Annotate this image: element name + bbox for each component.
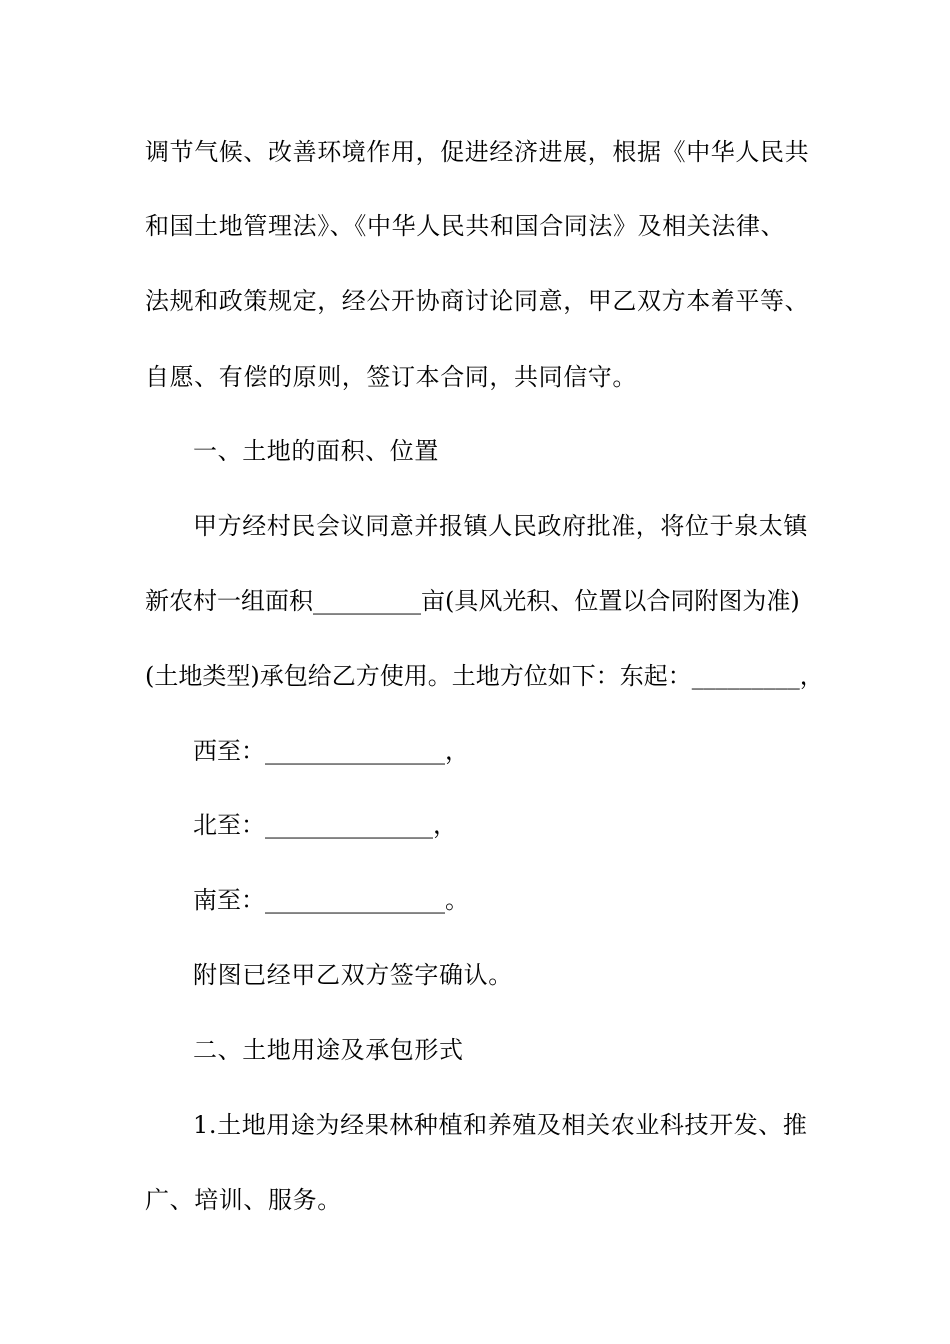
paragraph-line-1: 调节气候、改善环境作用，促进经济进展，根据《中华人民共 — [145, 138, 810, 166]
paragraph-line-4: 自愿、有偿的原则，签订本合同，共同信守。 — [145, 363, 637, 391]
paragraph-line-2: 和国土地管理法》、《中华人民共和国合同法》及相关法律、 — [145, 212, 786, 240]
boundary-north: 北至：______________， — [193, 811, 457, 839]
boundary-west: 西至：_______________， — [193, 737, 469, 765]
paragraph-line-3: 法规和政策规定，经公开协商讨论同意，甲乙双方本着平等、 — [145, 287, 810, 315]
paragraph-line-7: (土地类型)承包给乙方使用。土地方位如下：东起：_________， — [145, 662, 824, 690]
paragraph-line-9: 1.土地用途为经果林种植和养殖及相关农业科技开发、推 — [193, 1111, 808, 1139]
paragraph-line-6: 新农村一组面积_________亩(具风光积、位置以合同附图为准) — [145, 587, 800, 615]
section-heading-1: 一、土地的面积、位置 — [193, 437, 439, 465]
paragraph-line-5: 甲方经村民会议同意并报镇人民政府批准，将位于泉太镇 — [193, 512, 808, 540]
paragraph-line-10: 广、培训、服务。 — [145, 1186, 342, 1214]
paragraph-line-8: 附图已经甲乙双方签字确认。 — [193, 961, 513, 989]
boundary-south: 南至：_______________。 — [193, 886, 469, 914]
section-heading-2: 二、土地用途及承包形式 — [193, 1036, 464, 1064]
